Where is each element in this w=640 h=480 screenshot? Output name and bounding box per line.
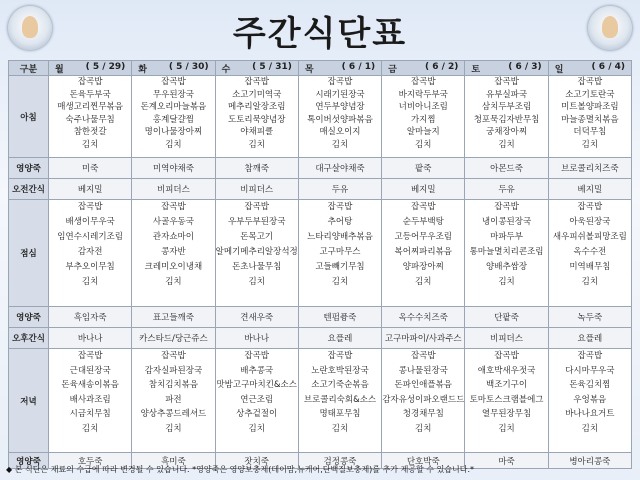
day-name: 수 <box>221 64 231 75</box>
menu-item: 김치 <box>165 423 182 434</box>
menu-item: 연두부양념장 <box>315 102 365 113</box>
menu-item: 돈육새송이볶음 <box>61 380 119 391</box>
menu-cell <box>49 200 132 307</box>
menu-item: 배생이무우국 <box>65 217 115 227</box>
menu-item: 순두부백탕 <box>402 217 444 227</box>
menu-item: 궁채장아찌 <box>486 127 528 138</box>
menu-item: 돈목고기 <box>240 232 274 242</box>
menu-item: 유부실파국 <box>486 89 528 100</box>
menu-cell: 표고들깨죽 <box>132 307 215 328</box>
menu-item: 미역배무침 <box>569 262 611 272</box>
menu-cell: 흑임자죽 <box>49 307 132 328</box>
menu-cell: 녹두죽 <box>548 307 631 328</box>
menu-item: 소고기미역국 <box>232 89 282 100</box>
page-title: 주간식단표 <box>232 14 408 54</box>
menu-item: 사골우동국 <box>152 217 194 227</box>
day-header <box>49 61 132 76</box>
menu-item: 매생고리찐무볶음 <box>57 102 123 113</box>
menu-item: 잡곡밥 <box>577 202 603 212</box>
menu-item: 고구마무스 <box>319 247 361 257</box>
menu-item: 아욱된장국 <box>569 217 611 227</box>
menu-item: 더덕무침 <box>573 127 607 138</box>
menu-item: 김치 <box>498 277 515 287</box>
menu-item: 삼치두부조림 <box>481 102 532 113</box>
menu-item: 잡곡밥 <box>77 351 103 361</box>
row-morning-snack <box>9 179 632 200</box>
menu-item: 토마토스크램블에그 <box>469 394 544 405</box>
row-breakfast <box>9 76 632 158</box>
day-header <box>215 61 298 76</box>
menu-cell <box>132 349 215 453</box>
day-date: ( 6 / 3) <box>508 61 542 72</box>
menu-item: 감자유성이파오랜드드 <box>382 394 465 405</box>
row-label: 아침 <box>9 76 49 158</box>
menu-item: 잡곡밥 <box>327 351 353 361</box>
row-label: 영양죽 <box>9 453 49 469</box>
menu-item: 김치 <box>165 139 182 150</box>
menu-item: 냉이콩된장국 <box>481 217 532 227</box>
menu-item: 콩자반 <box>161 247 186 257</box>
menu-cell <box>548 76 631 158</box>
menu-cell: 베지밀 <box>382 179 465 200</box>
menu-item: 김치 <box>498 423 515 434</box>
menu-item: 바나나요거트 <box>565 409 615 420</box>
menu-item: 김치 <box>248 423 265 434</box>
menu-item: 옥수수전 <box>573 247 607 257</box>
menu-item: 느타리양배추볶음 <box>307 232 373 242</box>
menu-item: 노란호박된장국 <box>311 365 369 376</box>
menu-item: 잡곡밥 <box>327 202 353 212</box>
menu-item: 잡곡밥 <box>494 77 519 87</box>
menu-item: 감자전 <box>77 247 103 257</box>
menu-cell: 텐펌퓽죽 <box>298 307 381 328</box>
menu-item: 김치 <box>81 277 99 287</box>
menu-item: 열무된장무침 <box>481 409 532 420</box>
menu-item: 매실오이지 <box>319 127 361 138</box>
day-name: 토 <box>471 64 481 75</box>
menu-cell: 비피더스 <box>215 179 298 200</box>
menu-cell <box>382 200 465 307</box>
row-label: 영양죽 <box>9 158 49 179</box>
menu-item: 크레미오이냉채 <box>144 262 203 272</box>
menu-cell: 베지밀 <box>548 179 631 200</box>
menu-item: 애호박새우젓국 <box>477 365 536 376</box>
menu-item: 김치 <box>331 139 349 150</box>
menu-item: 너비아니조림 <box>398 102 448 113</box>
menu-item: 시금치무침 <box>69 409 111 420</box>
menu-cell: 비피더스 <box>132 179 215 200</box>
menu-cell: 단팥죽 <box>465 307 548 328</box>
day-name: 금 <box>388 64 397 75</box>
menu-item: 도토리묵양념장 <box>227 114 286 125</box>
menu-item: 김치 <box>415 277 432 287</box>
menu-cell: 견새우죽 <box>215 307 298 328</box>
row-label: 영양죽 <box>9 307 49 328</box>
menu-item: 양배추쌈장 <box>486 262 528 272</box>
menu-cell: 병아리콩죽 <box>548 453 631 469</box>
menu-cell <box>132 200 215 307</box>
menu-cell: 팥죽 <box>382 158 465 179</box>
menu-item: 배추콩국 <box>240 365 274 376</box>
menu-item: 잡곡밥 <box>577 77 603 87</box>
menu-item: 잡곡밥 <box>161 202 186 212</box>
menu-item: 감자실파된장국 <box>144 365 203 376</box>
day-name: 목 <box>304 64 314 75</box>
menu-cell <box>49 349 132 453</box>
menu-item: 청경채무침 <box>402 409 444 420</box>
menu-item: 참치김치볶음 <box>148 380 199 391</box>
menu-item: 홍계달걀찜 <box>152 114 194 125</box>
day-date: ( 6 / 2) <box>424 61 459 72</box>
menu-item: 임연수시레기조림 <box>57 232 123 242</box>
menu-item: 마파두부 <box>490 232 523 242</box>
menu-item: 잡곡밥 <box>494 202 519 212</box>
day-date: ( 5 / 30) <box>168 61 209 72</box>
menu-item: 김치 <box>581 277 599 287</box>
row-label: 점심 <box>9 200 49 307</box>
menu-item: 잡곡밥 <box>161 351 186 361</box>
menu-item: 양상추콩드레셔드 <box>140 409 207 420</box>
menu-item: 알메기메추리알장석정 <box>215 247 298 257</box>
menu-cell: 참깨죽 <box>215 158 298 179</box>
menu-item: 고등어무우조림 <box>394 232 452 242</box>
menu-item: 양파장아찌 <box>402 262 444 272</box>
menu-item: 복어찌파리볶음 <box>394 247 452 257</box>
menu-item: 소고기죽순볶음 <box>311 380 369 391</box>
menu-cell <box>548 200 631 307</box>
day-header <box>382 61 465 76</box>
menu-item: 마늘종멸치볶음 <box>561 114 619 125</box>
menu-item: 브로콜리숙회&소스 <box>303 394 377 405</box>
menu-item: 김치 <box>81 139 99 150</box>
row-label: 저녁 <box>9 349 49 453</box>
menu-item: 우엉볶음 <box>573 394 607 405</box>
menu-cell <box>548 349 631 453</box>
menu-item: 미트볼양파조림 <box>561 102 619 113</box>
menu-item: 김치 <box>248 139 265 150</box>
day-header <box>298 61 381 76</box>
day-header <box>465 61 548 76</box>
menu-item: 잡곡밥 <box>410 202 436 212</box>
menu-item: 잡곡밥 <box>244 351 270 361</box>
menu-cell: 아몬드죽 <box>465 158 548 179</box>
menu-item: 알마늘지 <box>406 127 440 138</box>
menu-cell: 바나나 <box>49 328 132 349</box>
menu-cell: 고구마파이/사과주스 <box>382 328 465 349</box>
menu-cell: 비피더스 <box>465 328 548 349</box>
row-breakfast-nutrition <box>9 158 632 179</box>
menu-cell <box>382 76 465 158</box>
day-name: 화 <box>138 64 147 75</box>
menu-item: 백조기구이 <box>486 380 528 391</box>
menu-cell: 대구살야채죽 <box>298 158 381 179</box>
menu-item: 잡곡밥 <box>161 77 186 87</box>
menu-item: 돈파인애플볶음 <box>394 380 452 391</box>
menu-item: 잡곡밥 <box>410 351 436 361</box>
menu-item: 김치 <box>248 277 265 287</box>
weekly-menu-table <box>8 60 632 469</box>
menu-item: 우부두부된장국 <box>227 217 286 227</box>
menu-item: 추어탕 <box>327 217 353 227</box>
menu-cell <box>465 76 548 158</box>
menu-item: 김치 <box>331 423 349 434</box>
menu-cell <box>215 200 298 307</box>
menu-item: 다시마무우국 <box>565 365 615 376</box>
day-date: ( 5 / 29) <box>85 61 126 72</box>
menu-item: 잡곡밥 <box>77 202 103 212</box>
day-header <box>548 61 631 76</box>
menu-cell <box>49 76 132 158</box>
menu-item: 잡곡밥 <box>577 351 603 361</box>
footer-note: ◆ 본 식단은 재료의 수급에 따라 변경될 수 있습니다. *영양죽은 영양보충제(데이맘,뉴케어,단백질보충제)를 추가 제공할 수 있습니다.* <box>6 465 475 474</box>
menu-cell <box>132 76 215 158</box>
menu-cell: 바나나 <box>215 328 298 349</box>
row-label: 오후간식 <box>9 328 49 349</box>
menu-item: 명태포무침 <box>319 409 361 420</box>
menu-item: 김치 <box>581 139 599 150</box>
menu-item: 청포묵김자반무침 <box>473 114 540 125</box>
menu-cell: 옥수수치즈죽 <box>382 307 465 328</box>
day-name: 월 <box>55 64 64 75</box>
day-name: 일 <box>554 64 564 75</box>
menu-item: 김치 <box>415 423 432 434</box>
row-label: 오전간식 <box>9 179 49 200</box>
menu-cell <box>382 349 465 453</box>
menu-item: 김치 <box>498 139 515 150</box>
day-header <box>132 61 215 76</box>
menu-item: 김치 <box>331 277 349 287</box>
menu-item: 맛밤고구마치킨&소스 <box>216 380 297 391</box>
section-header: 구분 <box>9 61 49 76</box>
menu-cell: 호두죽 <box>49 453 132 469</box>
menu-item: 소고기토란국 <box>565 89 615 100</box>
menu-item: 돈육두부국 <box>69 89 111 100</box>
menu-cell <box>298 200 381 307</box>
menu-cell: 두유 <box>465 179 548 200</box>
menu-item: 야채피클 <box>240 127 274 138</box>
menu-cell: 두유 <box>298 179 381 200</box>
menu-item: 부추오이무침 <box>65 262 115 272</box>
menu-item: 메추리알장조림 <box>227 102 286 113</box>
menu-item: 무우된장국 <box>152 89 194 100</box>
day-date: ( 6 / 1) <box>341 61 376 72</box>
menu-item: 김치 <box>415 139 432 150</box>
menu-cell: 검정콩죽 <box>298 453 381 469</box>
row-afternoon-snack <box>9 328 632 349</box>
menu-item: 명이나물장아찌 <box>144 127 203 138</box>
menu-cell <box>298 76 381 158</box>
menu-cell: 잣치죽 <box>215 453 298 469</box>
menu-item: 연근조림 <box>240 394 274 405</box>
menu-cell: 마죽 <box>465 453 548 469</box>
menu-cell <box>215 349 298 453</box>
menu-cell <box>215 76 298 158</box>
menu-item: 콩나물된장국 <box>398 365 448 376</box>
menu-cell: 미죽 <box>49 158 132 179</box>
menu-item: 숙주나물무침 <box>65 114 115 125</box>
menu-cell: 단호박죽 <box>382 453 465 469</box>
menu-cell: 요플레 <box>298 328 381 349</box>
row-lunch <box>9 200 632 307</box>
menu-item: 관자쇼마이 <box>152 232 194 242</box>
menu-item: 참한젓갈 <box>73 127 107 138</box>
menu-item: 통마늘멸치리콘조림 <box>469 247 544 257</box>
menu-item: 잡곡밥 <box>77 77 103 87</box>
menu-item: 시래기된장국 <box>315 89 365 100</box>
menu-item: 근대된장국 <box>69 365 111 376</box>
menu-item: 톡이버섯양파볶음 <box>307 114 373 125</box>
day-date: ( 6 / 4) <box>591 61 625 72</box>
row-dinner <box>9 349 632 453</box>
menu-cell: 흑미죽 <box>132 453 215 469</box>
menu-item: 고들빼기무침 <box>315 262 365 272</box>
menu-item: 배사과조림 <box>69 394 111 405</box>
header-row <box>9 61 632 76</box>
menu-item: 돈초나물무침 <box>232 262 282 272</box>
menu-cell: 베지밀 <box>49 179 132 200</box>
menu-item: 파전 <box>165 394 182 405</box>
menu-item: 잡곡밥 <box>410 77 436 87</box>
menu-cell <box>298 349 381 453</box>
menu-item: 가지찜 <box>410 114 436 125</box>
menu-cell: 미역야채죽 <box>132 158 215 179</box>
menu-item: 잡곡밥 <box>244 202 270 212</box>
menu-item: 김치 <box>581 423 599 434</box>
menu-item: 돈육김치찜 <box>569 380 611 391</box>
menu-cell: 요플레 <box>548 328 631 349</box>
menu-item: 잡곡밥 <box>494 351 519 361</box>
menu-item: 돈계오리마늘볶음 <box>140 102 207 113</box>
menu-cell: 브로콜리치즈죽 <box>548 158 631 179</box>
menu-item: 새우피쉬볼피망조림 <box>552 232 627 242</box>
menu-item: 잡곡밥 <box>244 77 270 87</box>
menu-item: 바지락두부국 <box>398 89 448 100</box>
menu-cell: 카스타드/당근쥬스 <box>132 328 215 349</box>
menu-cell <box>465 200 548 307</box>
menu-item: 잡곡밥 <box>327 77 353 87</box>
row-lunch-nutrition <box>9 307 632 328</box>
day-date: ( 5 / 31) <box>252 61 292 72</box>
menu-item: 김치 <box>165 277 182 287</box>
menu-item: 상추겉절이 <box>236 409 278 420</box>
menu-item: 김치 <box>81 423 99 434</box>
menu-cell <box>465 349 548 453</box>
